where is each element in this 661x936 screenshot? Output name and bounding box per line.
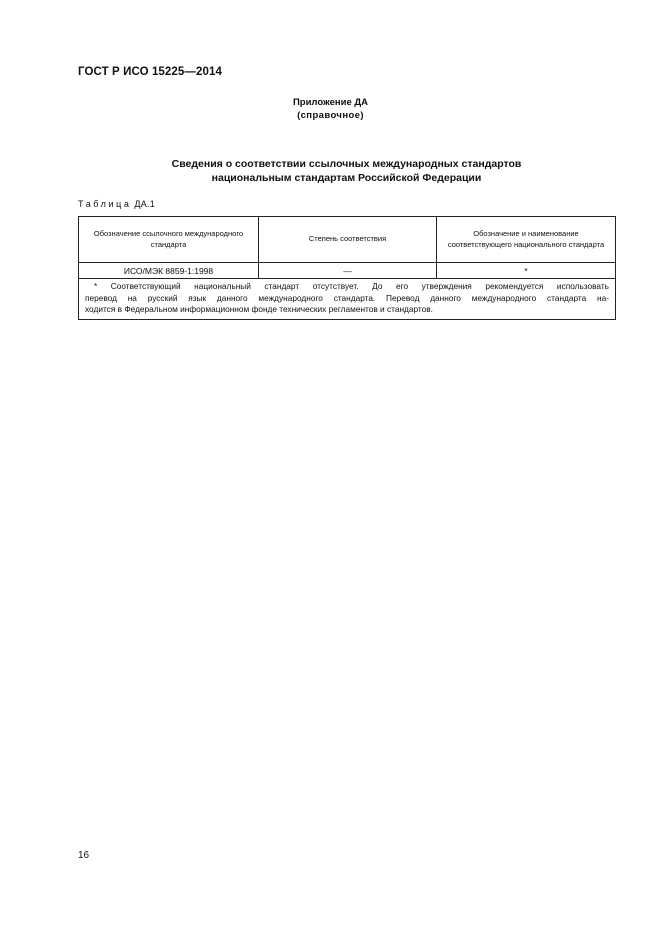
table-row [79, 263, 616, 279]
document-code: ГОСТ Р ИСО 15225—2014 [78, 66, 223, 78]
header-national-standard: Обозначение и наименование соответствующего национального стандарта [437, 217, 616, 263]
table-footnote [79, 279, 616, 320]
table-caption-number: ДА.1 [134, 199, 156, 209]
appendix-subtitle: (справочное) [297, 110, 364, 121]
section-title-line-2: национальным стандартам Российской Федерации [211, 172, 482, 184]
section-title-line-1: Сведения о соответствии ссылочных международных стандартов [171, 158, 522, 170]
table-caption [78, 199, 155, 209]
page-number: 16 [78, 850, 90, 861]
appendix-heading [0, 96, 661, 122]
table-header-row [79, 217, 616, 263]
table-caption-word: Таблица [78, 199, 132, 209]
correspondence-table [78, 216, 616, 320]
appendix-title: Приложение ДА [292, 97, 369, 108]
cell-degree-of-correspondence: — [259, 263, 437, 279]
cell-national-standard: * [437, 263, 616, 279]
section-title [0, 157, 661, 185]
header-reference-standard: Обозначение ссылочного международного стандарта [79, 217, 259, 263]
cell-reference-standard: ИСО/МЭК 8859-1:1998 [79, 263, 259, 279]
footnote-line-1: * Соответствующий национальный стандарт отсутствует. До его утверждения рекомендуется использовать [94, 281, 609, 291]
table-footnote-row [79, 279, 616, 320]
footnote-line-2: перевод на русский язык данного международного стандарта. Перевод данного международного стандарта на- [85, 292, 609, 303]
header-degree-of-correspondence: Степень соответствия [259, 217, 437, 263]
footnote-line-3: ходится в Федеральном информационном фонде технических регламентов и стандартов. [85, 304, 433, 314]
